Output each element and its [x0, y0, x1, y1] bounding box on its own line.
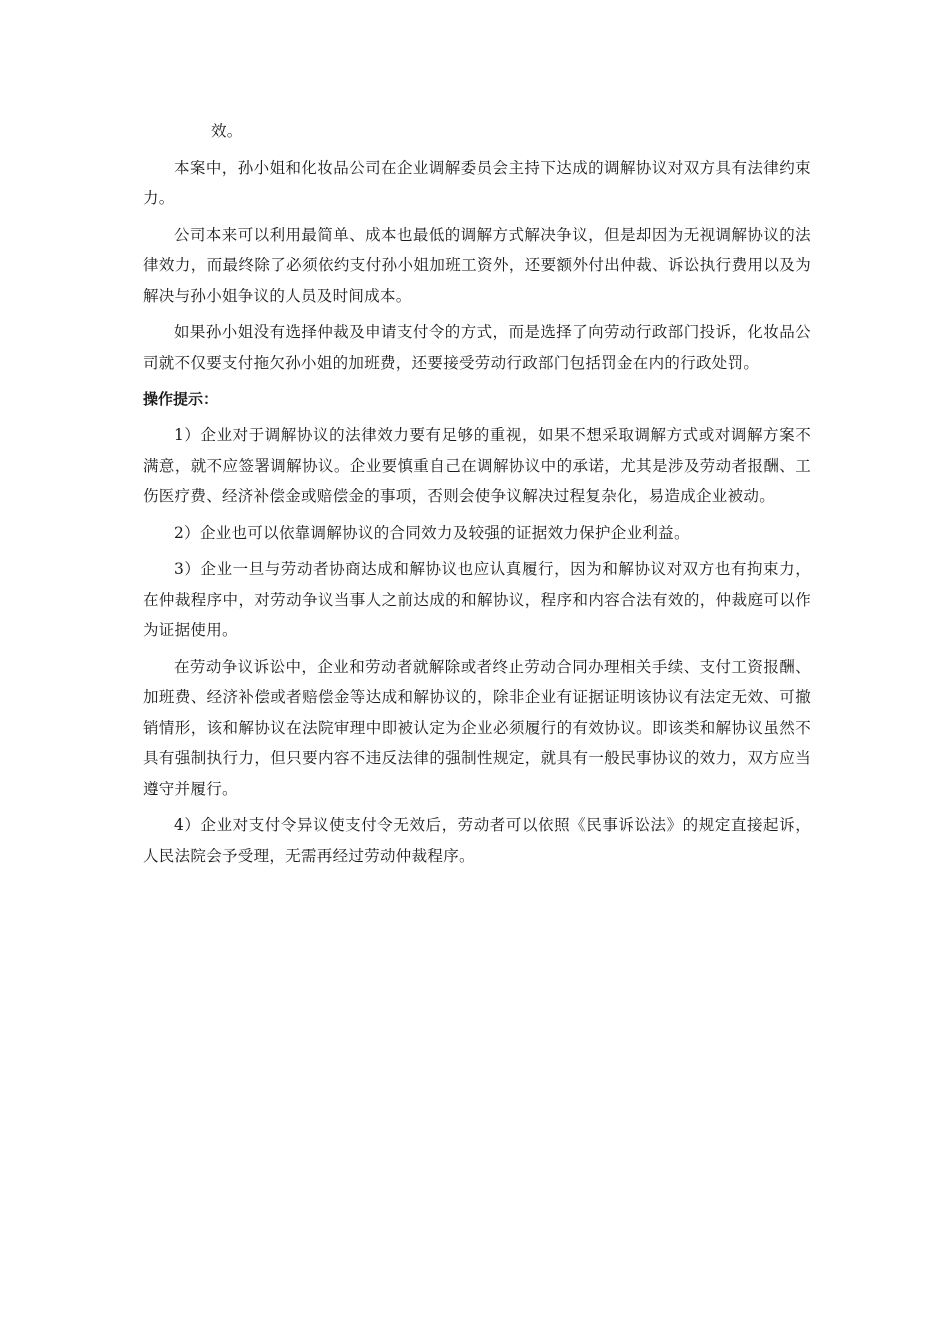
document-body [143, 116, 811, 877]
paragraph-continuation: 效。 [211, 122, 243, 140]
tips-heading: 操作提示： [143, 390, 219, 408]
tip-item-4: 4）企业对支付令异议使支付令无效后，劳动者可以依照《民事诉讼法》的规定直接起诉，人民法院会予受理，无需再经过劳动仲裁程序。 [143, 816, 811, 865]
tip-item-3: 3）企业一旦与劳动者协商达成和解协议也应认真履行，因为和解协议对双方也有拘束力，在仲裁程序中，对劳动争议当事人之前达成的和解协议，程序和内容合法有效的，仲裁庭可以作为证据使用。 [143, 560, 811, 639]
tip-item-1: 1）企业对于调解协议的法律效力要有足够的重视，如果不想采取调解方式或对调解方案不满意，就不应签署调解协议。企业要慎重自己在调解协议中的承诺，尤其是涉及劳动者报酬、工伤医疗费、经济补偿金或赔偿金的事项，否则会使争议解决过程复杂化，易造成企业被动。 [143, 426, 811, 505]
paragraph-administrative-penalty: 如果孙小姐没有选择仲裁及申请支付令的方式，而是选择了向劳动行政部门投诉，化妆品公司就不仅要支付拖欠孙小姐的加班费，还要接受劳动行政部门包括罚金在内的行政处罚。 [143, 323, 811, 372]
paragraph-binding-force: 本案中，孙小姐和化妆品公司在企业调解委员会主持下达成的调解协议对双方具有法律约束力。 [143, 158, 811, 207]
paragraph-company-cost: 公司本来可以利用最简单、成本也最低的调解方式解决争议，但是却因为无视调解协议的法律效力，而最终除了必须依约支付孙小姐加班工资外，还要额外付出仲裁、诉讼执行费用以及为解决与孙小姐争议的人员及时间成本。 [143, 225, 811, 305]
tip-item-2: 2）企业也可以依靠调解协议的合同效力及较强的证据效力保护企业利益。 [174, 523, 690, 542]
tip-item-3-continued: 在劳动争议诉讼中，企业和劳动者就解除或者终止劳动合同办理相关手续、支付工资报酬、加班费、经济补偿或者赔偿金等达成和解协议的，除非企业有证据证明该协议有法定无效、可撤销情形，该和解协议在法院审理中即被认定为企业必须履行的有效协议。即该类和解协议虽然不具有强制执行力，但只要内容不违反法律的强制性规定，就具有一般民事协议的效力，双方应当遵守并履行。 [143, 657, 811, 798]
